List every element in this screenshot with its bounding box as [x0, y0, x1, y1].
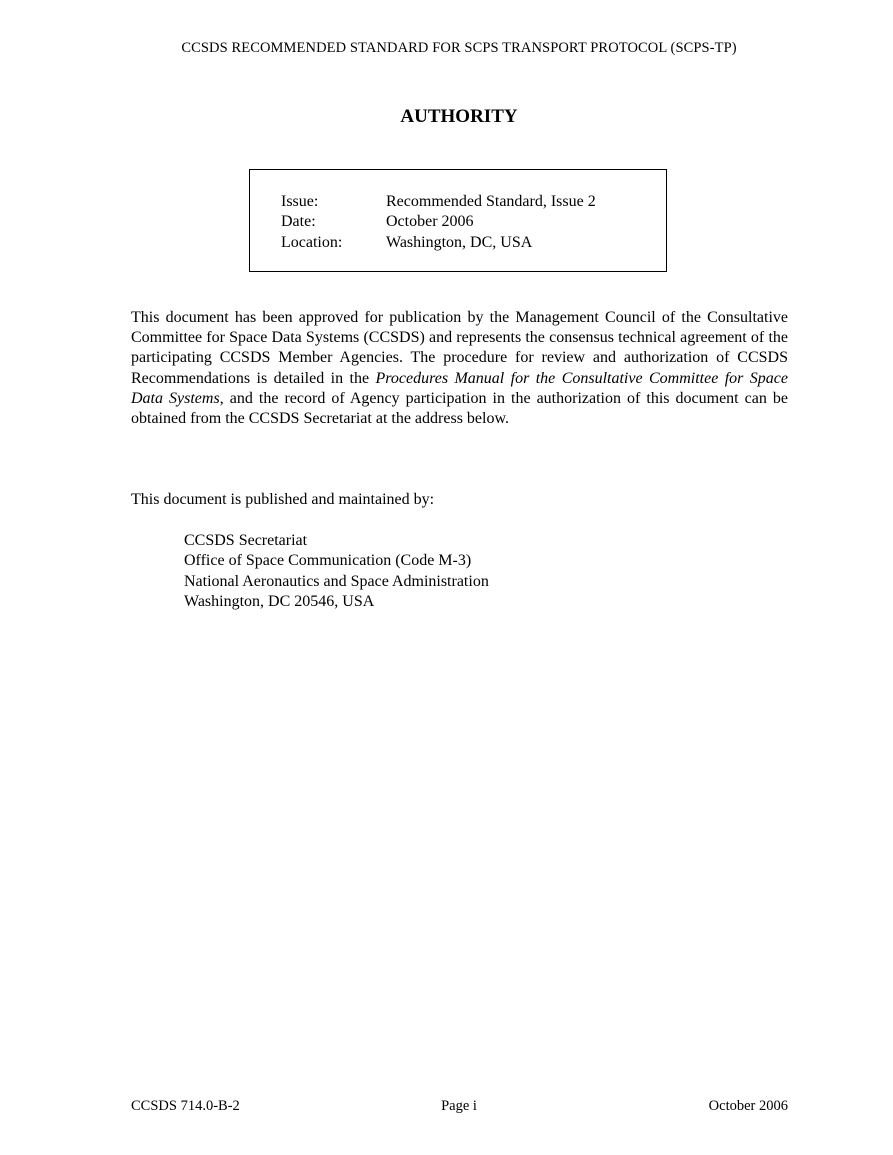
approval-text-part1: This document has been approved for publication by the Management Council of the Consultative Committee for Space Data Systems (CCSDS) and represents the consensus technical agreement of the participating CCSDS Member Agencies. The procedure for review and authorization of CCSDS Recommendations is detailed in the — [131, 309, 788, 387]
address-line: CCSDS Secretariat — [184, 532, 308, 549]
procedures-manual-title: Procedures Manual for the Consultative Committee for Space Data Systems — [131, 369, 789, 407]
issue-row — [281, 192, 596, 212]
footer-doc-number: CCSDS 714.0-B-2 — [131, 1098, 240, 1114]
issue-label: Issue: — [281, 193, 319, 210]
location-label: Location: — [281, 234, 343, 251]
footer-page-number: Page i — [441, 1098, 477, 1114]
footer-date: October 2006 — [708, 1098, 788, 1114]
issue-info-box — [249, 169, 667, 272]
approval-paragraph — [131, 308, 788, 429]
published-by-text: This document is published and maintained by: — [131, 491, 435, 508]
issue-value: Recommended Standard, Issue 2 — [386, 193, 596, 210]
secretariat-address — [184, 531, 489, 613]
address-line: National Aeronautics and Space Administration — [184, 572, 489, 590]
approval-text-part2: , and the record of Agency participation in the authorization of this document can be obtained from the CCSDS Secretariat at the address below. — [131, 389, 789, 428]
running-header: CCSDS RECOMMENDED STANDARD FOR SCPS TRANSPORT PROTOCOL (SCPS-TP) — [181, 40, 737, 56]
address-line: Office of Space Communication (Code M-3) — [184, 552, 472, 570]
date-row — [281, 212, 474, 232]
location-row — [281, 233, 532, 253]
page-title: AUTHORITY — [400, 106, 518, 127]
date-label: Date: — [281, 213, 316, 230]
location-value: Washington, DC, USA — [386, 234, 533, 251]
address-line: Washington, DC 20546, USA — [184, 593, 375, 611]
date-value: October 2006 — [386, 213, 474, 230]
